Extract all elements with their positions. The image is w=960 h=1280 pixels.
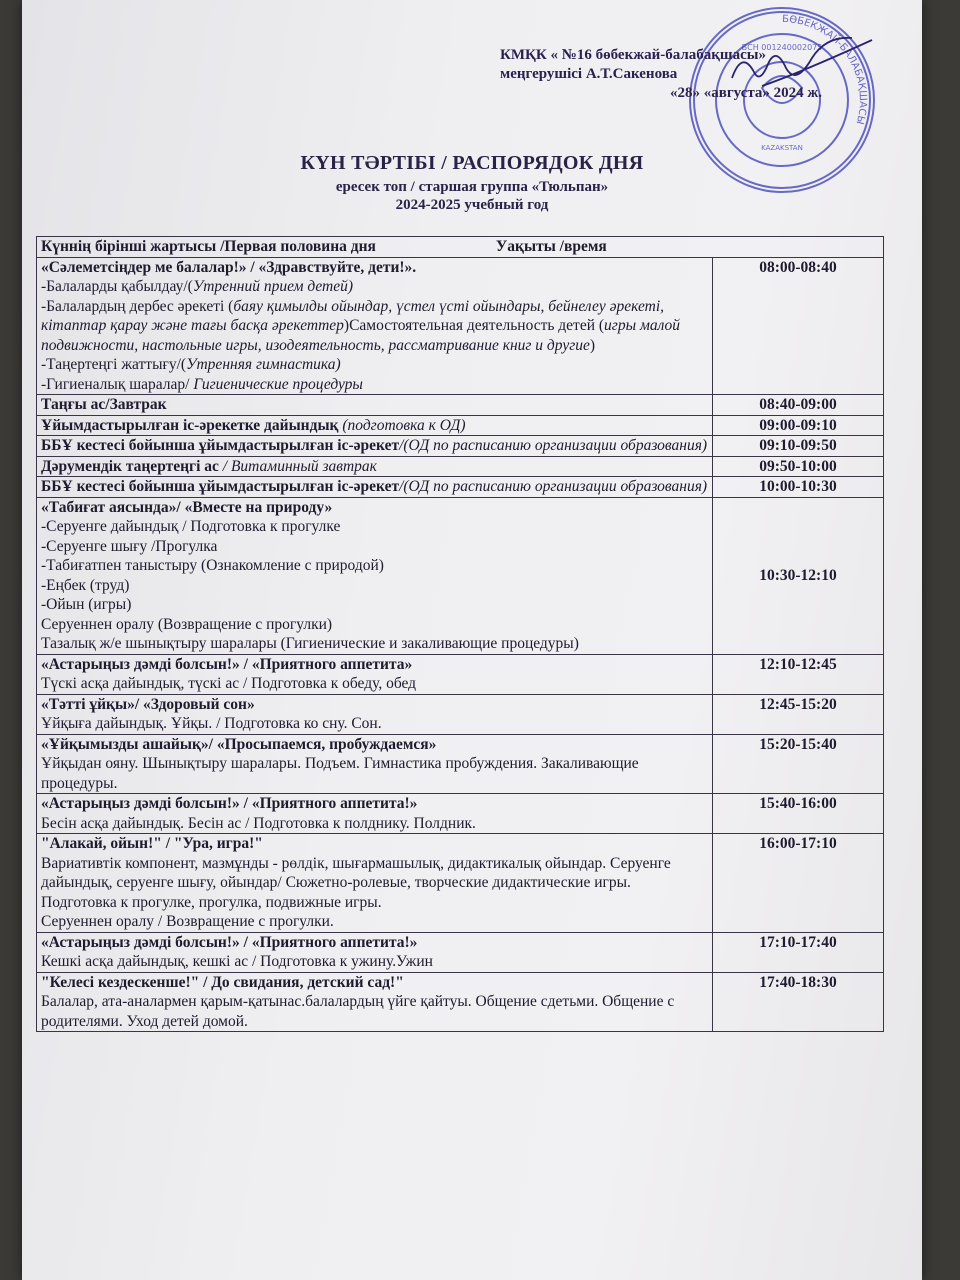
row-title: ББҰ кестесі бойынша ұйымдастырылған іс-әрекет [41,437,400,454]
row-title: «Ұйқымызды ашайық»/ «Просыпаемся, пробуждаемся» [41,735,437,753]
row-time: 09:00-09:10 [712,415,883,436]
approval-line-1: КМҚК « №16 бөбекжай-балабақшасы» [500,47,766,63]
table-row [37,694,884,734]
row-title: ББҰ кестесі бойынша ұйымдастырылған іс-әрекет [41,478,400,495]
row-text-italic: / Витаминный завтрак [218,457,377,475]
row-line: Серуеннен оралу (Возвращение с прогулки) [41,615,333,633]
table-row [37,794,884,834]
stamp-country: KAZAKSTAN [761,144,803,152]
table-header [37,237,884,258]
table-row [37,734,884,794]
row-time: 12:45-15:20 [712,694,883,734]
row-time: 10:00-10:30 [712,477,883,498]
school-year: 2024-2025 учебный год [395,197,549,213]
table-row [37,436,884,457]
row-line: Бесін асқа дайындық. Бесін ас / Подготовка к полднику. Полдник. [41,814,476,832]
table-row [37,972,884,1032]
row-text: -Таңертеңгі жаттығу/( [41,356,187,373]
row-time: 15:20-15:40 [712,734,883,794]
header-right: Уақыты /время [495,238,607,255]
row-line: Түскі асқа дайындық, түскі ас / Подготовка к обеду, обед [41,675,417,692]
row-line: Вариативтік компонент, мазмұнды - рөлдік, шығармашылық, дидактикалық ойындар. Серуенге дайындық, серуенге шығу, ойындар/ Сюжетно-ролевые, творческие дидактические игры. [41,854,671,891]
row-line: -Табиғатпен таныстыру (Ознакомление с природой) [41,557,384,574]
row-time: 09:50-10:00 [712,456,883,477]
stamp-ring-text: БӨБЕКЖАЙ-БАЛАБАҚШАСЫ [781,13,869,126]
row-line: Ұйқыға дайындық. Ұйқы. / Подготовка ко сну. Сон. [41,715,382,732]
table-row [37,415,884,436]
row-text-italic: Утренняя гимнастика) [186,356,341,373]
document-title [22,152,922,214]
row-time: 17:10-17:40 [712,932,883,972]
approval-date: «28» «августа» 2024 ж. [670,85,823,101]
row-line [41,277,708,297]
row-line [41,375,708,395]
table-row [37,834,884,933]
row-text-italic: баяу қимылды ойындар, үстел үсті ойындары, бейнелеу әрекеті, кітаптар қарау және тағы басқа әрекеттер [41,297,665,334]
row-text: -Балалардың дербес әрекеті ( [41,297,234,315]
table-row [37,932,884,972]
table-row [37,456,884,477]
row-text-italic: игры малой подвижности, настольные игры, изодеятельность, рассматривание книг и другие [41,317,681,354]
row-text: )Самостоятельная деятельность детей ( [343,317,605,334]
row-title: «Сәлеметсіңдер ме балалар!» / «Здравствуйте, дети!». [41,258,417,276]
row-time: 15:40-16:00 [712,794,883,834]
row-time: 10:30-12:10 [712,497,883,654]
table-row [37,654,884,694]
page-title: КҮН ТӘРТІБІ / РАСПОРЯДОК ДНЯ [300,152,644,174]
row-text-italic: /(ОД по расписанию организации образования) [399,478,708,495]
table-row [37,477,884,498]
row-line: Тазалық ж/е шынықтыру шаралары (Гигиенические и закаливающие процедуры) [41,635,579,652]
row-line: Серуеннен оралу / Возвращение с прогулки. [41,913,334,930]
row-title: Дәрумендік таңертеңгі ас [41,457,219,475]
table-row [37,497,884,654]
row-time: 08:40-09:00 [712,395,883,416]
row-time: 09:10-09:50 [712,436,883,457]
row-title: «Табиғат аясында»/ «Вместе на природу» [41,498,333,516]
row-line: -Ойын (игры) [41,596,132,613]
group-name: ересек топ / старшая группа «Тюльпан» [335,179,609,195]
header-left: Күннің бірінші жартысы /Первая половина дня [41,238,376,255]
row-text-italic: /(ОД по расписанию организации образования) [399,437,708,454]
row-title: "Алакай, ойын!" / "Ура, игра!" [41,835,263,852]
row-time: 16:00-17:10 [712,834,883,933]
row-time: 08:00-08:40 [712,257,883,395]
row-line: Ұйқыдан ояну. Шынықтыру шаралары. Подъем. Гимнастика пробуждения. Закаливающие процедуры. [41,755,639,792]
stamp-bin: БСН 001240002075 [741,43,823,52]
row-line: -Балалардың дербес әрекеті (баяу қимылды ойындар, үстел үсті ойындары, бейнелеу әрекеті, кітаптар қарау және тағы басқа әрекеттер)Самостоятельная деятельность детей (игры малой подвижности, настольные игры, изодеятельность, рассматривание книг и другие) [41,297,681,354]
row-text-italic: Утренний прием детей) [192,278,354,295]
row-title: «Астарыңыз дәмді болсын!» / «Приятного аппетита!» [41,795,418,812]
schedule-table [36,236,884,1032]
row-title: "Келесі кездескенше!" / До свидания, детский сад!" [41,973,404,991]
row-line: -Еңбек (труд) [41,576,130,594]
row-line: -Серуенге дайындық / Подготовка к прогулке [41,518,341,535]
row-title: Ұйымдастырылған іс-әрекетке дайындық [41,416,339,434]
table-row [37,395,884,416]
row-time: 12:10-12:45 [712,654,883,694]
row-line: -Серуенге шығу /Прогулка [41,537,218,555]
signature-icon [722,30,882,100]
row-line [41,355,708,375]
row-line: Подготовка к прогулке, прогулка, подвижные игры. [41,893,382,911]
row-text: -Гигиеналық шаралар/ [41,375,194,393]
row-text-italic: Гигиенические процедуры [193,375,363,393]
row-title: «Астарыңыз дәмді болсын!» / «Приятного аппетита!» [41,933,418,951]
table-row [37,257,884,395]
row-line: Балалар, ата-аналармен қарым-қатынас.балалардың үйге қайтуы. Общение сдетьми. Общение с родителями. Уход детей домой. [41,993,675,1030]
row-time: 17:40-18:30 [712,972,883,1032]
row-text: -Балаларды қабылдау/( [41,278,193,295]
row-text-italic: (подготовка к ОД) [338,416,466,434]
row-title: Таңғы ас/Завтрак [37,395,713,416]
row-title: «Астарыңыз дәмді болсын!» / «Приятного аппетита» [41,655,413,673]
approval-line-2: меңгерушісі А.Т.Сакенова [500,66,678,82]
document-page [22,0,922,1280]
row-line: Кешкі асқа дайындық, кешкі ас / Подготовка к ужину.Ужин [41,953,433,970]
row-title: «Тәтті ұйқы»/ «Здоровый сон» [41,695,255,713]
